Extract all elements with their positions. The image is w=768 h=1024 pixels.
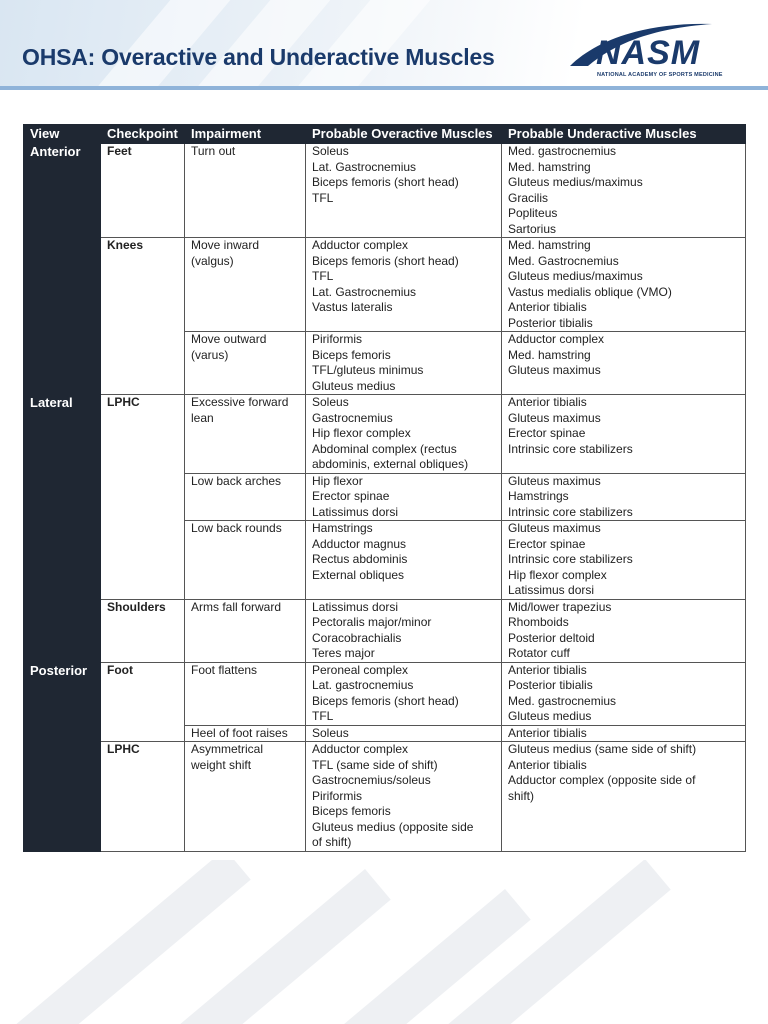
overactive-muscle-item: Hamstrings [312, 521, 373, 535]
underactive-muscles-cell [502, 473, 746, 521]
table-body [24, 144, 746, 852]
overactive-muscle-item: Gluteus medius (opposite side [312, 819, 474, 834]
underactive-muscle-item: Gluteus medius/maximus [508, 269, 643, 283]
impairment-cell: Excessive forward lean [185, 395, 306, 474]
overactive-muscles-cell [306, 144, 502, 238]
nasm-logo [566, 20, 726, 82]
column-header-impairment: Impairment [185, 125, 306, 144]
overactive-muscle-item: Biceps femoris (short head) [312, 175, 459, 189]
underactive-muscle-item: Posterior deltoid [508, 630, 595, 645]
impairment-cell: Arms fall forward [185, 599, 306, 662]
underactive-muscle-item: Gluteus maximus [508, 363, 601, 377]
overactive-muscle-item: TFL [312, 269, 334, 283]
underactive-muscle-item: shift) [508, 788, 535, 803]
column-header-checkpoint: Checkpoint [101, 125, 185, 144]
table-row [24, 144, 746, 238]
underactive-muscle-item: Gluteus medius [508, 709, 592, 723]
checkpoint-cell: LPHC [101, 742, 185, 852]
underactive-muscle-item: Posterior tibialis [508, 315, 593, 330]
underactive-muscle-item: Mid/lower trapezius [508, 599, 612, 614]
underactive-muscle-item: Adductor complex (opposite side of [508, 773, 696, 787]
underactive-muscles-cell [502, 238, 746, 332]
overactive-muscle-item: Biceps femoris (short head) [312, 693, 459, 708]
underactive-muscles-cell [502, 395, 746, 474]
column-header-view: View [24, 125, 101, 144]
overactive-muscle-item: Pectoralis major/minor [312, 615, 432, 629]
impairment-cell: Move outward (varus) [185, 332, 306, 395]
overactive-muscles-cell [306, 521, 502, 600]
checkpoint-cell: LPHC [101, 395, 185, 600]
overactive-muscle-item: Coracobrachialis [312, 630, 402, 645]
checkpoint-cell: Foot [101, 662, 185, 742]
overactive-muscle-item: Hip flexor [312, 473, 363, 488]
underactive-muscle-item: Med. hamstring [508, 238, 591, 252]
overactive-muscle-item: Peroneal complex [312, 662, 409, 677]
overactive-muscle-item: Erector spinae [312, 489, 390, 503]
underactive-muscle-item: Latissimus dorsi [508, 583, 595, 597]
overactive-muscle-item: Piriformis [312, 332, 362, 346]
underactive-muscles-cell [502, 521, 746, 600]
underactive-muscle-item: Vastus medialis oblique (VMO) [508, 284, 672, 299]
overactive-muscles-cell [306, 332, 502, 395]
underactive-muscles-cell [502, 662, 746, 725]
impairment-cell: Heel of foot raises [185, 725, 306, 742]
underactive-muscle-item: Med. hamstring [508, 347, 591, 362]
overactive-muscles-cell [306, 599, 502, 662]
underactive-muscle-item: Intrinsic core stabilizers [508, 504, 633, 519]
underactive-muscle-item: Med. gastrocnemius [508, 693, 617, 708]
overactive-muscle-item: Biceps femoris [312, 347, 391, 362]
overactive-muscles-cell [306, 395, 502, 474]
underactive-muscle-item: Gluteus maximus [508, 473, 601, 488]
overactive-muscles-cell [306, 238, 502, 332]
logo-subtitle: NATIONAL ACADEMY OF SPORTS MEDICINE [597, 72, 723, 78]
underactive-muscle-item: Popliteus [508, 206, 558, 220]
footer-background [0, 860, 768, 1024]
overactive-muscle-item: TFL [312, 709, 334, 723]
overactive-muscle-item: abdominis, external obliques) [312, 457, 469, 471]
underactive-muscle-item: Gluteus medius/maximus [508, 175, 643, 189]
overactive-muscle-item: TFL [312, 190, 334, 205]
logo-text: NASM [596, 34, 701, 72]
overactive-muscle-item: Abdominal complex (rectus [312, 441, 457, 456]
overactive-muscle-item: External obliques [312, 567, 405, 582]
overactive-muscle-item: Teres major [312, 646, 375, 660]
underactive-muscle-item: Intrinsic core stabilizers [508, 552, 633, 566]
underactive-muscles-cell [502, 144, 746, 238]
overactive-muscles-cell [306, 662, 502, 725]
overactive-muscle-item: Lat. gastrocnemius [312, 678, 414, 692]
overactive-muscle-item: Latissimus dorsi [312, 599, 399, 614]
overactive-muscle-item: Lat. Gastrocnemius [312, 159, 417, 174]
column-header-overactive: Probable Overactive Muscles [306, 125, 502, 144]
page-title: OHSA: Overactive and Underactive Muscles [22, 44, 495, 70]
overactive-muscle-item: Hip flexor complex [312, 426, 411, 440]
underactive-muscle-item: Anterior tibialis [508, 662, 587, 677]
underactive-muscle-item: Med. hamstring [508, 159, 591, 174]
ohsa-table [23, 124, 746, 852]
underactive-muscle-item: Gluteus medius (same side of shift) [508, 742, 697, 756]
overactive-muscle-item: Soleus [312, 395, 349, 409]
table-row [24, 662, 746, 725]
underactive-muscle-item: Erector spinae [508, 426, 586, 440]
checkpoint-cell: Feet [101, 144, 185, 238]
underactive-muscle-item: Posterior tibialis [508, 678, 593, 692]
view-cell: Posterior [24, 662, 101, 851]
overactive-muscle-item: Biceps femoris (short head) [312, 253, 459, 268]
overactive-muscle-item: Piriformis [312, 788, 362, 803]
underactive-muscle-item: Rhomboids [508, 615, 569, 629]
underactive-muscle-item: Erector spinae [508, 536, 586, 551]
underactive-muscles-cell [502, 742, 746, 852]
impairment-cell: Foot flattens [185, 662, 306, 725]
overactive-muscle-item: Adductor magnus [312, 536, 407, 551]
table-row [24, 238, 746, 332]
underactive-muscle-item: Hip flexor complex [508, 567, 607, 582]
table-row [24, 742, 746, 852]
underactive-muscle-item: Sartorius [508, 221, 557, 236]
overactive-muscle-item: Gluteus medius [312, 378, 396, 393]
underactive-muscle-item: Gluteus maximus [508, 410, 601, 425]
header-divider [0, 86, 768, 90]
checkpoint-cell: Knees [101, 238, 185, 395]
underactive-muscle-item: Hamstrings [508, 489, 569, 503]
table-header-row [24, 125, 746, 144]
overactive-muscle-item: Soleus [312, 725, 349, 740]
impairment-cell: Turn out [185, 144, 306, 238]
table-row [24, 599, 746, 662]
table-row [24, 395, 746, 474]
overactive-muscle-item: TFL (same side of shift) [312, 757, 438, 772]
underactive-muscles-cell [502, 599, 746, 662]
overactive-muscle-item: Adductor complex [312, 238, 409, 252]
overactive-muscle-item: Rectus abdominis [312, 552, 408, 566]
underactive-muscle-item: Anterior tibialis [508, 757, 587, 772]
overactive-muscle-item: Biceps femoris [312, 804, 391, 818]
overactive-muscle-item: Latissimus dorsi [312, 504, 399, 519]
underactive-muscle-item: Med. gastrocnemius [508, 144, 617, 158]
underactive-muscles-cell [502, 332, 746, 395]
view-cell: Lateral [24, 395, 101, 663]
underactive-muscle-item: Adductor complex [508, 332, 605, 346]
overactive-muscle-item: Adductor complex [312, 742, 409, 756]
overactive-muscle-item: Gastrocnemius [312, 410, 393, 425]
overactive-muscles-cell [306, 742, 502, 852]
overactive-muscle-item: Soleus [312, 144, 349, 158]
underactive-muscle-item: Anterior tibialis [508, 395, 587, 409]
overactive-muscles-cell [306, 473, 502, 521]
underactive-muscle-item: Gracilis [508, 190, 549, 205]
overactive-muscles-cell [306, 725, 502, 742]
overactive-muscle-item: Vastus lateralis [312, 300, 393, 314]
underactive-muscles-cell [502, 725, 746, 742]
underactive-muscle-item: Gluteus maximus [508, 521, 601, 535]
impairment-cell: Low back arches [185, 473, 306, 521]
checkpoint-cell: Shoulders [101, 599, 185, 662]
view-cell: Anterior [24, 144, 101, 395]
overactive-muscle-item: Gastrocnemius/soleus [312, 773, 431, 787]
impairment-cell: Low back rounds [185, 521, 306, 600]
impairment-cell: Asymmetrical weight shift [185, 742, 306, 852]
overactive-muscle-item: TFL/gluteus minimus [312, 363, 424, 377]
overactive-muscle-item: Lat. Gastrocnemius [312, 284, 417, 299]
underactive-muscle-item: Anterior tibialis [508, 725, 587, 740]
overactive-muscle-item: of shift) [312, 835, 352, 849]
underactive-muscle-item: Intrinsic core stabilizers [508, 441, 633, 456]
underactive-muscle-item: Rotator cuff [508, 646, 570, 660]
impairment-cell: Move inward (valgus) [185, 238, 306, 332]
underactive-muscle-item: Med. Gastrocnemius [508, 253, 619, 268]
column-header-underactive: Probable Underactive Muscles [502, 125, 746, 144]
underactive-muscle-item: Anterior tibialis [508, 300, 587, 314]
